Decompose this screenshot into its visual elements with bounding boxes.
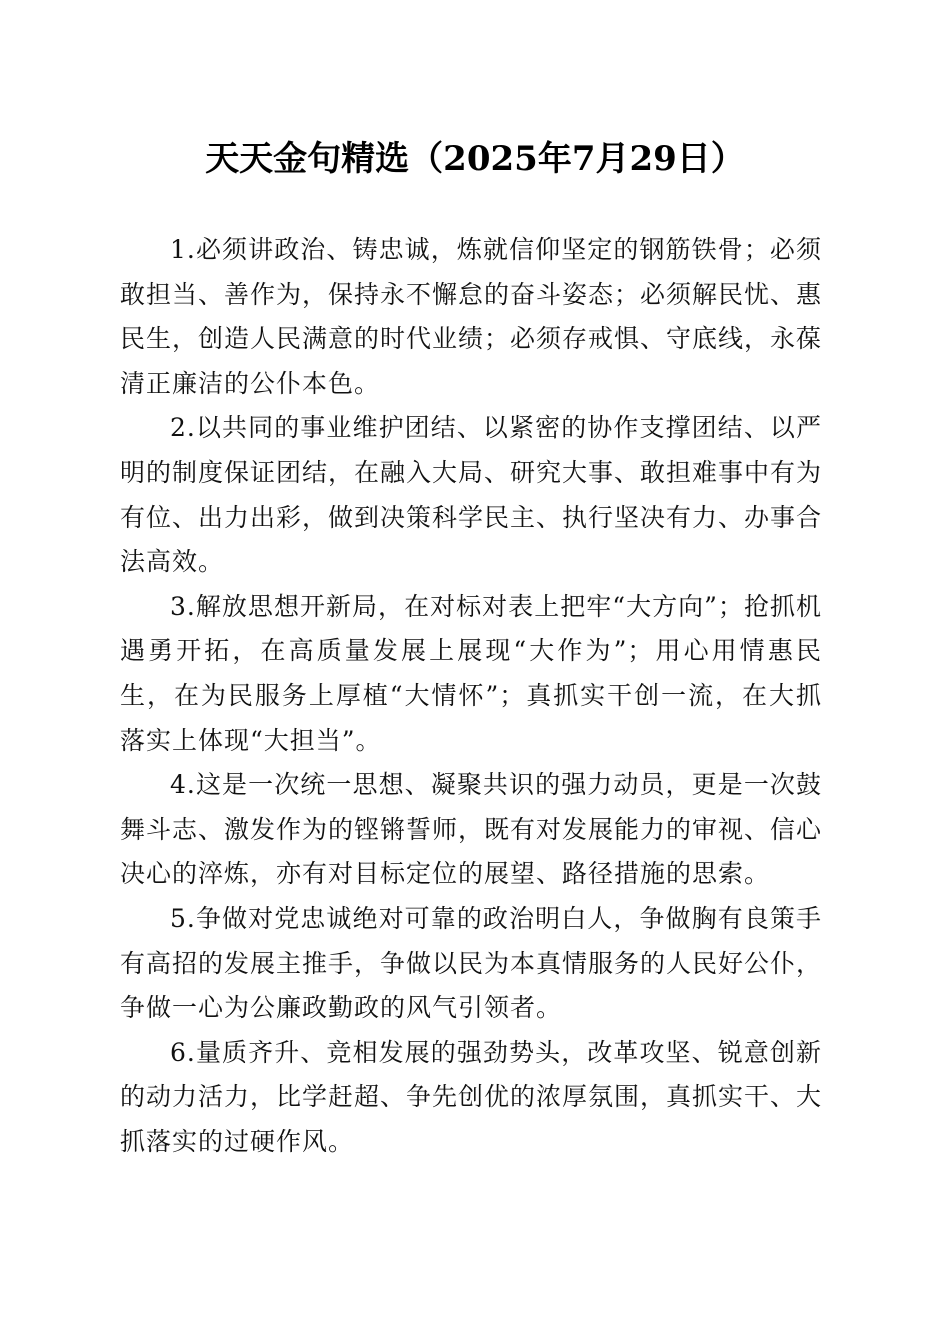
paragraph-2: 2.以共同的事业维护团结、以紧密的协作支撑团结、以严明的制度保证团结，在融入大局、研究大事、敢担难事中有为有位、出力出彩，做到决策科学民主、执行坚决有力、办事合法高效。 [120, 413, 823, 577]
document-title: 天天金句精选（2025年7月29日） [205, 139, 745, 179]
paragraph-3: 3.解放思想开新局，在对标对表上把牢“大方向”；抢抓机遇勇开拓，在高质量发展上展现“大作为”；用心用情惠民生，在为民服务上厚植“大情怀”；真抓实干创一流，在大抓落实上体现“大担当”。 [120, 591, 822, 755]
document-body [120, 228, 822, 1164]
paragraph-6: 6.量质齐升、竞相发展的强劲势头，改革攻坚、锐意创新的动力活力，比学赶超、争先创优的浓厚氛围，真抓实干、大抓落实的过硬作风。 [120, 1037, 823, 1156]
paragraph-4: 4.这是一次统一思想、凝聚共识的强力动员，更是一次鼓舞斗志、激发作为的铿锵誓师，既有对发展能力的审视、信心决心的淬炼，亦有对目标定位的展望、路径措施的思索。 [120, 770, 823, 889]
paragraph-5: 5.争做对党忠诚绝对可靠的政治明白人，争做胸有良策手有高招的发展主推手，争做以民为本真情服务的人民好公仆，争做一心为公廉政勤政的风气引领者。 [120, 903, 823, 1023]
paragraph-1: 1.必须讲政治、铸忠诚，炼就信仰坚定的钢筋铁骨；必须敢担当、善作为，保持永不懈怠的奋斗姿态；必须解民忧、惠民生，创造人民满意的时代业绩；必须存戒惧、守底线，永葆清正廉洁的公仆本色。 [120, 235, 823, 398]
